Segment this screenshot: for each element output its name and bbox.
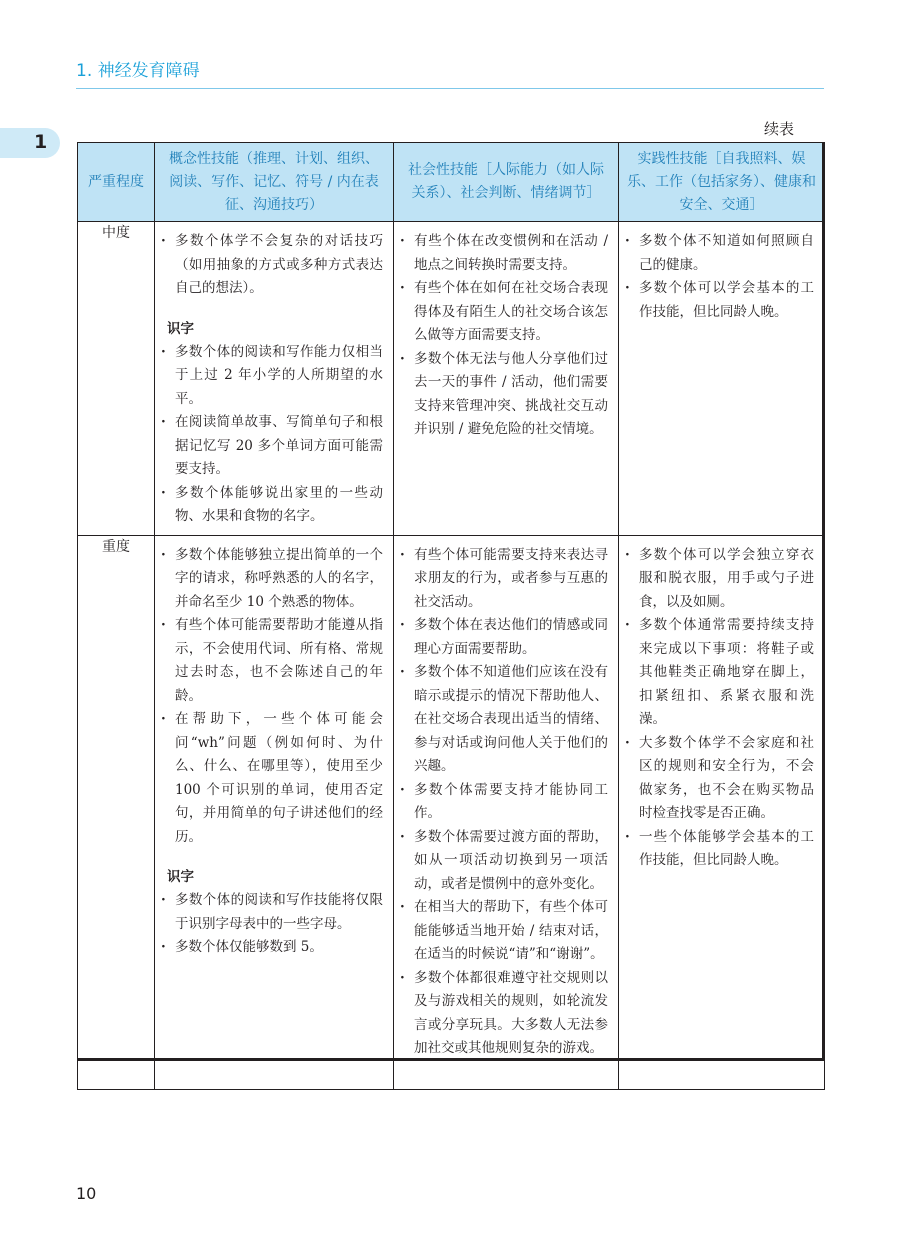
list-item: · 多数个体不知道如何照顾自己的健康。 [639,230,814,277]
severity-cell: 中度 [78,222,155,536]
conceptual-list [155,536,393,856]
list-item: · 有些个体在如何在社交场合表现得体及有陌生人的社交场合该怎么做等方面需要支持。 [414,277,608,348]
list-item: · 有些个体在改变惯例和在活动 / 地点之间转换时需要支持。 [414,230,608,277]
table-row-moderate [78,222,825,536]
list-item: · 多数个体都很难遵守社交规则以及与游戏相关的规则，如轮流发言或分享玩具。大多数人无法参加社交或其他规则复杂的游戏。 [414,967,608,1061]
list-item: · 多数个体的阅读和写作能力仅相当于上过 2 年小学的人所期望的水平。 [175,341,383,412]
list-item: · 多数个体可以学会基本的工作技能，但比同龄人晚。 [639,277,814,324]
continued-label: 续表 [764,120,795,138]
practical-cell [619,222,825,536]
literacy-heading: 识字 [167,320,194,337]
conceptual-cell [155,535,394,1089]
list-item: · 多数个体在表达他们的情感或同理心方面需要帮助。 [414,614,608,661]
list-item: · 多数个体仅能够数到 5。 [175,936,383,960]
header-social: 社会性技能［人际能力（如人际关系）、社会判断、情绪调节］ [394,143,619,222]
chapter-rule [76,88,824,89]
list-item: · 多数个体需要过渡方面的帮助，如从一项活动切换到另一项活动，或者是惯例中的意外变化。 [414,826,608,897]
practical-list [619,222,824,330]
list-item: · 在阅读简单故事、写简单句子和根据记忆写 20 多个单词方面可能需要支持。 [175,411,383,482]
literacy-list [155,887,393,966]
literacy-list [155,339,393,535]
list-item: · 多数个体不知道他们应该在没有暗示或提示的情况下帮助他人、在社交场合表现出适当的情绪、参与对话或询问他人关于他们的兴趣。 [414,661,608,779]
table-row-severe [78,535,825,1089]
list-item: · 多数个体可以学会独立穿衣服和脱衣服，用手或勺子进食，以及如厕。 [639,544,814,615]
list-item: · 多数个体无法与他人分享他们过去一天的事件 / 活动，他们需要支持来管理冲突、挑战社交互动并识别 / 避免危险的社交情境。 [414,348,608,442]
chapter-tab [0,128,60,158]
practical-list [619,536,824,879]
chapter-title: 1. 神经发育障碍 [76,61,200,81]
header-severity: 严重程度 [78,143,155,222]
header-practical: 实践性技能［自我照料、娱乐、工作（包括家务）、健康和安全、交通］ [619,143,825,222]
list-item: · 有些个体可能需要支持来表达寻求朋友的行为，或者参与互惠的社交活动。 [414,544,608,615]
list-item: · 在帮助下，一些个体可能会问“wh”问题（例如何时、为什么、什么、在哪里等），使用至少 100 个可识别的单词，使用否定句，并用简单的句子讲述他们的经历。 [175,708,383,849]
list-item: · 有些个体可能需要帮助才能遵从指示，不会使用代词、所有格、常规过去时态，也不会陈述自己的年龄。 [175,614,383,708]
social-cell [394,535,619,1089]
list-item: · 在相当大的帮助下，有些个体可能能够适当地开始 / 结束对话，在适当的时候说“请”和“谢谢”。 [414,896,608,967]
conceptual-list [155,222,393,307]
table-header-row [78,143,825,222]
severity-cell: 重度 [78,535,155,1089]
page-number: 10 [76,1184,97,1203]
social-list [394,536,618,1067]
social-list [394,222,618,448]
list-item: · 多数个体的阅读和写作技能将仅限于识别字母表中的一些字母。 [175,889,383,936]
table-shadow-right [822,142,825,1060]
chapter-tab-number: 1 [34,131,48,153]
table-shadow-bottom [77,1058,825,1061]
literacy-heading: 识字 [167,869,194,885]
list-item: · 多数个体学不会复杂的对话技巧（如用抽象的方式或多种方式表达自己的想法）。 [175,230,383,301]
list-item: · 多数个体需要支持才能协同工作。 [414,779,608,826]
list-item: · 大多数个体学不会家庭和社区的规则和安全行为，不会做家务，也不会在购买物品时检查找零是否正确。 [639,732,814,826]
list-item: · 多数个体能够独立提出简单的一个字的请求，称呼熟悉的人的名字，并命名至少 10 个熟悉的物体。 [175,544,383,615]
conceptual-cell [155,222,394,536]
practical-cell [619,535,825,1089]
list-item: · 一些个体能够学会基本的工作技能，但比同龄人晚。 [639,826,814,873]
list-item: · 多数个体能够说出家里的一些动物、水果和食物的名字。 [175,482,383,529]
header-conceptual: 概念性技能（推理、计划、组织、阅读、写作、记忆、符号 / 内在表征、沟通技巧） [155,143,394,222]
social-cell [394,222,619,536]
severity-table [77,142,825,1090]
list-item: · 多数个体通常需要持续支持来完成以下事项：将鞋子或其他鞋类正确地穿在脚上，扣紧纽扣、系紧衣服和洗澡。 [639,614,814,732]
